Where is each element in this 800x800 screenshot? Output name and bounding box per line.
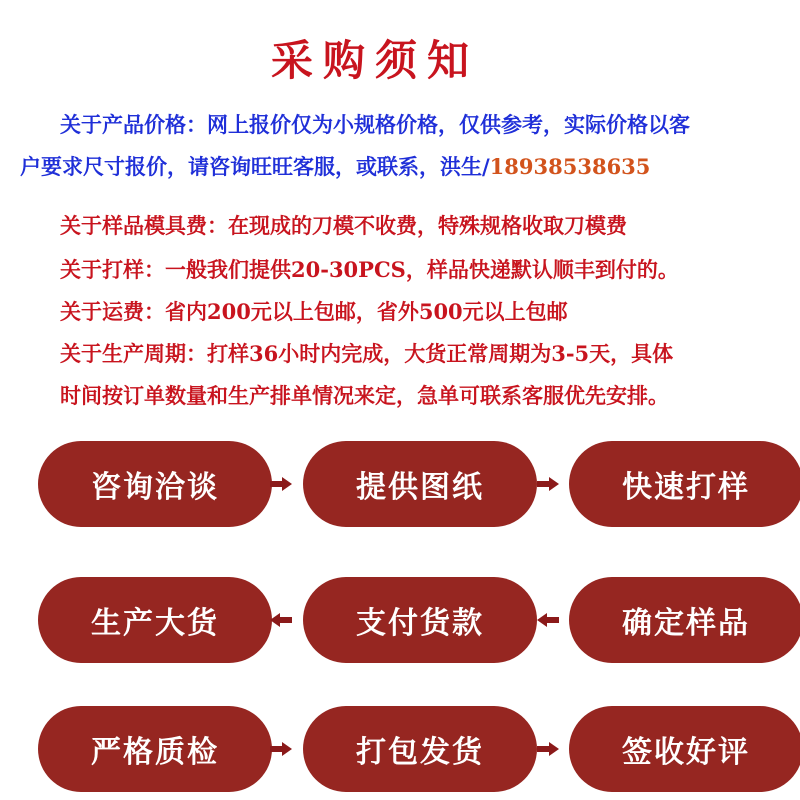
step-fast-sampling[interactable]: 快速打样 (569, 441, 800, 527)
mold-fee-note: 关于样品模具费：在现成的刀模不收费，特殊规格收取刀模费 (60, 213, 627, 238)
page-title: 采购须知 (270, 36, 479, 85)
contact-phone: 18938538635 (489, 154, 651, 179)
step-provide-drawings[interactable]: 提供图纸 (303, 441, 537, 527)
price-note-line1: 关于产品价格：网上报价仅为小规格价格，仅供参考，实际价格以客 (60, 112, 690, 137)
step-confirm-sample[interactable]: 确定样品 (569, 577, 800, 663)
sampling-note: 关于打样：一般我们提供20-30PCS，样品快递默认顺丰到付的。 (60, 257, 679, 282)
shipping-note: 关于运费：省内200元以上包邮，省外500元以上包邮 (60, 299, 568, 324)
step-quality-check[interactable]: 严格质检 (38, 706, 272, 792)
step-pay-balance[interactable]: 支付货款 (303, 577, 537, 663)
price-note-line2-text: 户要求尺寸报价，请咨询旺旺客服，或联系，洪生/ (20, 154, 490, 179)
arrow-right-icon (270, 742, 292, 756)
step-pack-ship[interactable]: 打包发货 (303, 706, 537, 792)
cycle-note-line2: 时间按订单数量和生产排单情况来定，急单可联系客服优先安排。 (60, 383, 669, 408)
arrow-right-icon (537, 742, 559, 756)
step-consult[interactable]: 咨询洽谈 (38, 441, 272, 527)
arrow-left-icon (537, 613, 559, 627)
arrow-left-icon (270, 613, 292, 627)
arrow-right-icon (270, 477, 292, 491)
cycle-note-line1: 关于生产周期：打样36小时内完成，大货正常周期为3-5天，具体 (60, 341, 674, 366)
price-note-line2 (20, 153, 650, 181)
arrow-right-icon (537, 477, 559, 491)
step-mass-production[interactable]: 生产大货 (38, 577, 272, 663)
step-receive-review[interactable]: 签收好评 (569, 706, 800, 792)
